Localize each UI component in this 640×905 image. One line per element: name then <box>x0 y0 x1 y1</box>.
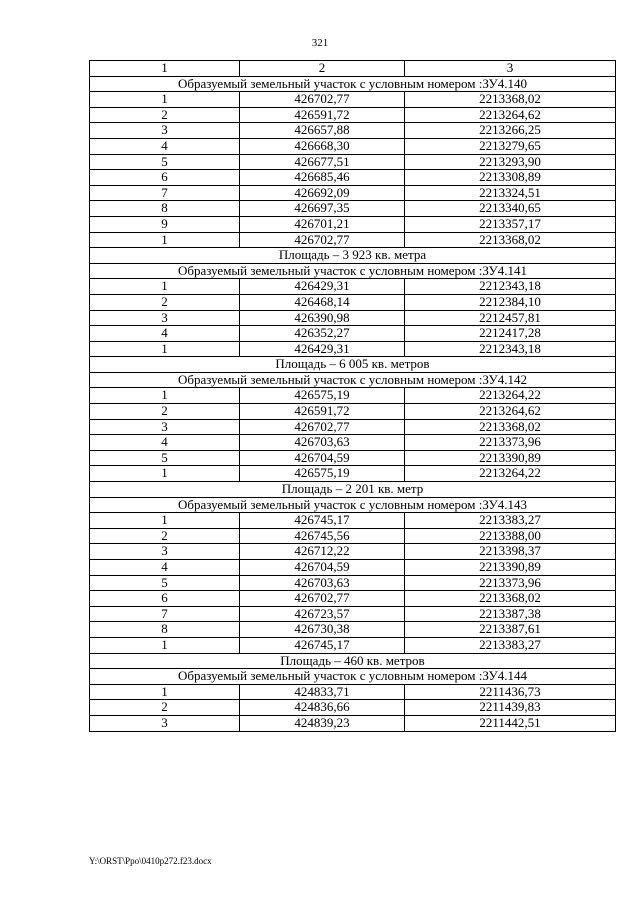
y-coordinate-cell: 2213390,89 <box>405 450 616 466</box>
coordinates-table-body <box>90 61 616 732</box>
table-row <box>90 201 616 217</box>
table-row <box>90 279 616 295</box>
x-coordinate-cell: 426352,27 <box>240 326 405 342</box>
x-coordinate-cell: 426692,09 <box>240 185 405 201</box>
table-row <box>90 404 616 420</box>
point-number-cell: 4 <box>90 326 240 342</box>
header-cell-3: 3 <box>405 61 616 77</box>
table-row <box>90 341 616 357</box>
table-row <box>90 513 616 529</box>
point-number-cell: 5 <box>90 154 240 170</box>
y-coordinate-cell: 2213324,51 <box>405 185 616 201</box>
section-area: Площадь – 3 923 кв. метра <box>90 248 616 264</box>
table-row <box>90 435 616 451</box>
table-row <box>90 92 616 108</box>
point-number-cell: 2 <box>90 294 240 310</box>
table-row <box>90 450 616 466</box>
x-coordinate-cell: 426429,31 <box>240 279 405 295</box>
y-coordinate-cell: 2211442,51 <box>405 715 616 731</box>
table-row <box>90 591 616 607</box>
x-coordinate-cell: 426703,63 <box>240 575 405 591</box>
point-number-cell: 4 <box>90 138 240 154</box>
y-coordinate-cell: 2211439,83 <box>405 700 616 716</box>
point-number-cell: 3 <box>90 419 240 435</box>
header-row <box>90 61 616 77</box>
point-number-cell: 2 <box>90 528 240 544</box>
y-coordinate-cell: 2213388,00 <box>405 528 616 544</box>
table-row <box>90 216 616 232</box>
x-coordinate-cell: 426685,46 <box>240 170 405 186</box>
y-coordinate-cell: 2213383,27 <box>405 513 616 529</box>
table-row <box>90 700 616 716</box>
x-coordinate-cell: 426468,14 <box>240 294 405 310</box>
section-title-row <box>90 263 616 279</box>
point-number-cell: 1 <box>90 637 240 653</box>
footer-file-path: Y:\ORST\Ppo\0410p272.f23.docx <box>89 856 212 866</box>
section-title-row <box>90 76 616 92</box>
point-number-cell: 1 <box>90 513 240 529</box>
section-area-row <box>90 248 616 264</box>
y-coordinate-cell: 2213368,02 <box>405 92 616 108</box>
table-row <box>90 294 616 310</box>
y-coordinate-cell: 2213387,38 <box>405 606 616 622</box>
table-row <box>90 107 616 123</box>
x-coordinate-cell: 426668,30 <box>240 138 405 154</box>
x-coordinate-cell: 426730,38 <box>240 622 405 638</box>
y-coordinate-cell: 2213264,62 <box>405 404 616 420</box>
x-coordinate-cell: 426704,59 <box>240 560 405 576</box>
section-title: Образуемый земельный участок с условным номером :ЗУ4.140 <box>90 76 616 92</box>
point-number-cell: 3 <box>90 310 240 326</box>
point-number-cell: 2 <box>90 404 240 420</box>
point-number-cell: 8 <box>90 201 240 217</box>
table-row <box>90 232 616 248</box>
x-coordinate-cell: 426745,56 <box>240 528 405 544</box>
x-coordinate-cell: 426702,77 <box>240 591 405 607</box>
y-coordinate-cell: 2213398,37 <box>405 544 616 560</box>
point-number-cell: 1 <box>90 92 240 108</box>
section-area: Площадь – 460 кв. метров <box>90 653 616 669</box>
y-coordinate-cell: 2213383,27 <box>405 637 616 653</box>
section-area: Площадь – 6 005 кв. метров <box>90 357 616 373</box>
y-coordinate-cell: 2212343,18 <box>405 341 616 357</box>
x-coordinate-cell: 426701,21 <box>240 216 405 232</box>
point-number-cell: 1 <box>90 341 240 357</box>
table-row <box>90 606 616 622</box>
section-area-row <box>90 653 616 669</box>
table-row <box>90 466 616 482</box>
section-title: Образуемый земельный участок с условным номером :ЗУ4.144 <box>90 669 616 685</box>
x-coordinate-cell: 426702,77 <box>240 419 405 435</box>
x-coordinate-cell: 426704,59 <box>240 450 405 466</box>
point-number-cell: 2 <box>90 107 240 123</box>
x-coordinate-cell: 424836,66 <box>240 700 405 716</box>
x-coordinate-cell: 426702,77 <box>240 92 405 108</box>
section-area-row <box>90 357 616 373</box>
point-number-cell: 1 <box>90 684 240 700</box>
x-coordinate-cell: 426591,72 <box>240 107 405 123</box>
y-coordinate-cell: 2213266,25 <box>405 123 616 139</box>
x-coordinate-cell: 426591,72 <box>240 404 405 420</box>
point-number-cell: 3 <box>90 715 240 731</box>
table-row <box>90 310 616 326</box>
table-row <box>90 419 616 435</box>
table-row <box>90 528 616 544</box>
table-row <box>90 684 616 700</box>
table-row <box>90 622 616 638</box>
header-cell-2: 2 <box>240 61 405 77</box>
table-row <box>90 138 616 154</box>
point-number-cell: 7 <box>90 185 240 201</box>
y-coordinate-cell: 2213373,96 <box>405 435 616 451</box>
x-coordinate-cell: 426677,51 <box>240 154 405 170</box>
table-row <box>90 637 616 653</box>
y-coordinate-cell: 2213264,22 <box>405 466 616 482</box>
section-title: Образуемый земельный участок с условным номером :ЗУ4.141 <box>90 263 616 279</box>
x-coordinate-cell: 426390,98 <box>240 310 405 326</box>
table-row <box>90 170 616 186</box>
y-coordinate-cell: 2213357,17 <box>405 216 616 232</box>
point-number-cell: 2 <box>90 700 240 716</box>
table-row <box>90 185 616 201</box>
y-coordinate-cell: 2212343,18 <box>405 279 616 295</box>
point-number-cell: 1 <box>90 232 240 248</box>
table-row <box>90 575 616 591</box>
point-number-cell: 4 <box>90 435 240 451</box>
point-number-cell: 3 <box>90 123 240 139</box>
point-number-cell: 1 <box>90 279 240 295</box>
y-coordinate-cell: 2211436,73 <box>405 684 616 700</box>
y-coordinate-cell: 2213368,02 <box>405 232 616 248</box>
x-coordinate-cell: 426703,63 <box>240 435 405 451</box>
table-row <box>90 154 616 170</box>
table-row <box>90 123 616 139</box>
x-coordinate-cell: 426745,17 <box>240 513 405 529</box>
x-coordinate-cell: 426575,19 <box>240 388 405 404</box>
point-number-cell: 7 <box>90 606 240 622</box>
y-coordinate-cell: 2213390,89 <box>405 560 616 576</box>
point-number-cell: 5 <box>90 450 240 466</box>
point-number-cell: 1 <box>90 466 240 482</box>
y-coordinate-cell: 2212384,10 <box>405 294 616 310</box>
y-coordinate-cell: 2212457,81 <box>405 310 616 326</box>
y-coordinate-cell: 2213279,65 <box>405 138 616 154</box>
x-coordinate-cell: 424833,71 <box>240 684 405 700</box>
x-coordinate-cell: 424839,23 <box>240 715 405 731</box>
table-row <box>90 715 616 731</box>
point-number-cell: 6 <box>90 170 240 186</box>
x-coordinate-cell: 426429,31 <box>240 341 405 357</box>
x-coordinate-cell: 426723,57 <box>240 606 405 622</box>
point-number-cell: 5 <box>90 575 240 591</box>
y-coordinate-cell: 2213293,90 <box>405 154 616 170</box>
coordinates-table <box>89 60 616 732</box>
y-coordinate-cell: 2212417,28 <box>405 326 616 342</box>
header-cell-1: 1 <box>90 61 240 77</box>
section-title-row <box>90 497 616 513</box>
page-number: 321 <box>311 37 329 49</box>
x-coordinate-cell: 426697,35 <box>240 201 405 217</box>
point-number-cell: 9 <box>90 216 240 232</box>
table-row <box>90 388 616 404</box>
point-number-cell: 4 <box>90 560 240 576</box>
y-coordinate-cell: 2213387,61 <box>405 622 616 638</box>
section-area: Площадь – 2 201 кв. метр <box>90 482 616 498</box>
table-row <box>90 560 616 576</box>
table-row <box>90 544 616 560</box>
point-number-cell: 3 <box>90 544 240 560</box>
x-coordinate-cell: 426657,88 <box>240 123 405 139</box>
y-coordinate-cell: 2213264,22 <box>405 388 616 404</box>
y-coordinate-cell: 2213264,62 <box>405 107 616 123</box>
x-coordinate-cell: 426575,19 <box>240 466 405 482</box>
y-coordinate-cell: 2213368,02 <box>405 591 616 607</box>
point-number-cell: 8 <box>90 622 240 638</box>
y-coordinate-cell: 2213308,89 <box>405 170 616 186</box>
section-title-row <box>90 669 616 685</box>
point-number-cell: 6 <box>90 591 240 607</box>
section-area-row <box>90 482 616 498</box>
y-coordinate-cell: 2213340,65 <box>405 201 616 217</box>
section-title: Образуемый земельный участок с условным номером :ЗУ4.143 <box>90 497 616 513</box>
y-coordinate-cell: 2213368,02 <box>405 419 616 435</box>
x-coordinate-cell: 426745,17 <box>240 637 405 653</box>
point-number-cell: 1 <box>90 388 240 404</box>
section-title: Образуемый земельный участок с условным номером :ЗУ4.142 <box>90 372 616 388</box>
x-coordinate-cell: 426712,22 <box>240 544 405 560</box>
table-row <box>90 326 616 342</box>
x-coordinate-cell: 426702,77 <box>240 232 405 248</box>
y-coordinate-cell: 2213373,96 <box>405 575 616 591</box>
section-title-row <box>90 372 616 388</box>
